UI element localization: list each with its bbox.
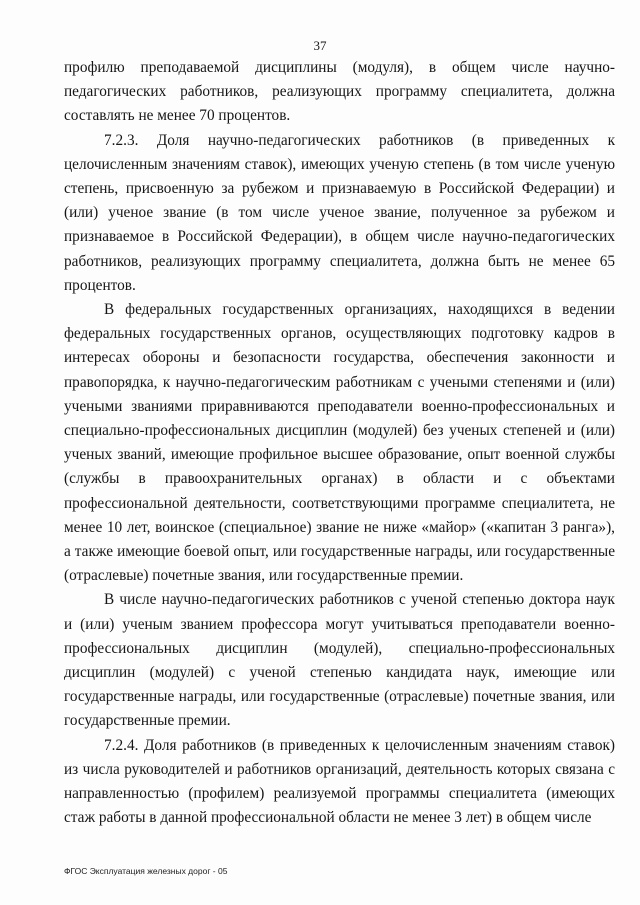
paragraph-7-2-4: 7.2.4. Доля работников (в приведенных к целочисленным значениям ставок) из числа руководителей и работников организаций, деятельность которых связана с направленностью (профилем) реализуемой программы специалитета (имеющих стаж работы в данной профессиональной области не менее 3 лет) в общем числе xyxy=(64,736,615,827)
paragraph-doctors-professors: В числе научно-педагогических работников с ученой степенью доктора наук и (или) ученым званием профессора могут учитываться преподаватели военно-профессиональных дисциплин (модулей), специально-профессиональных дисциплин (модулей) с ученой степенью кандидата наук, имеющие или государственные награды, или государственные (отраслевые) почетные звания, или государственные премии. xyxy=(64,591,615,730)
document-body xyxy=(64,56,615,831)
paragraph-continuation: профилю преподаваемой дисциплины (модуля), в общем числе научно-педагогических работников, реализующих программу специалитета, должна составлять не менее 70 процентов. xyxy=(64,59,615,125)
paragraph-7-2-3: 7.2.3. Доля научно-педагогических работников (в приведенных к целочисленным значениям ставок), имеющих ученую степень (в том числе ученую степень, присвоенную за рубежом и признаваемую в Российской Федерации) и (или) ученое звание (в том числе ученое звание, полученное за рубежом и признаваемое в Российской Федерации), в общем числе научно-педагогических работников, реализующих программу специалитета, должна быть не менее 65 процентов. xyxy=(64,131,615,294)
document-footer: ФГОС Эксплуатация железных дорог - 05 xyxy=(64,866,228,876)
paragraph-federal-organizations: В федеральных государственных организациях, находящихся в ведении федеральных государственных органов, осуществляющих подготовку кадров в интересах обороны и безопасности государства, обеспечения законности и правопорядка, к научно-педагогическим работникам с учеными степенями и (или) учеными званиями приравниваются преподаватели военно-профессиональных и специально-профессиональных дисциплин (модулей) без ученых степеней и (или) ученых званий, имеющие профильное высшее образование, опыт военной службы (службы в правоохранительных органах) в области и с объектами профессиональной деятельности, соответствующими программе специалитета, не менее 10 лет, воинское (специальное) звание не ниже «майор» («капитан 3 ранга»), а также имеющие боевой опыт, или государственные награды, или государственные (отраслевые) почетные звания, или государственные премии. xyxy=(64,301,615,585)
page-number: 37 xyxy=(313,38,327,53)
